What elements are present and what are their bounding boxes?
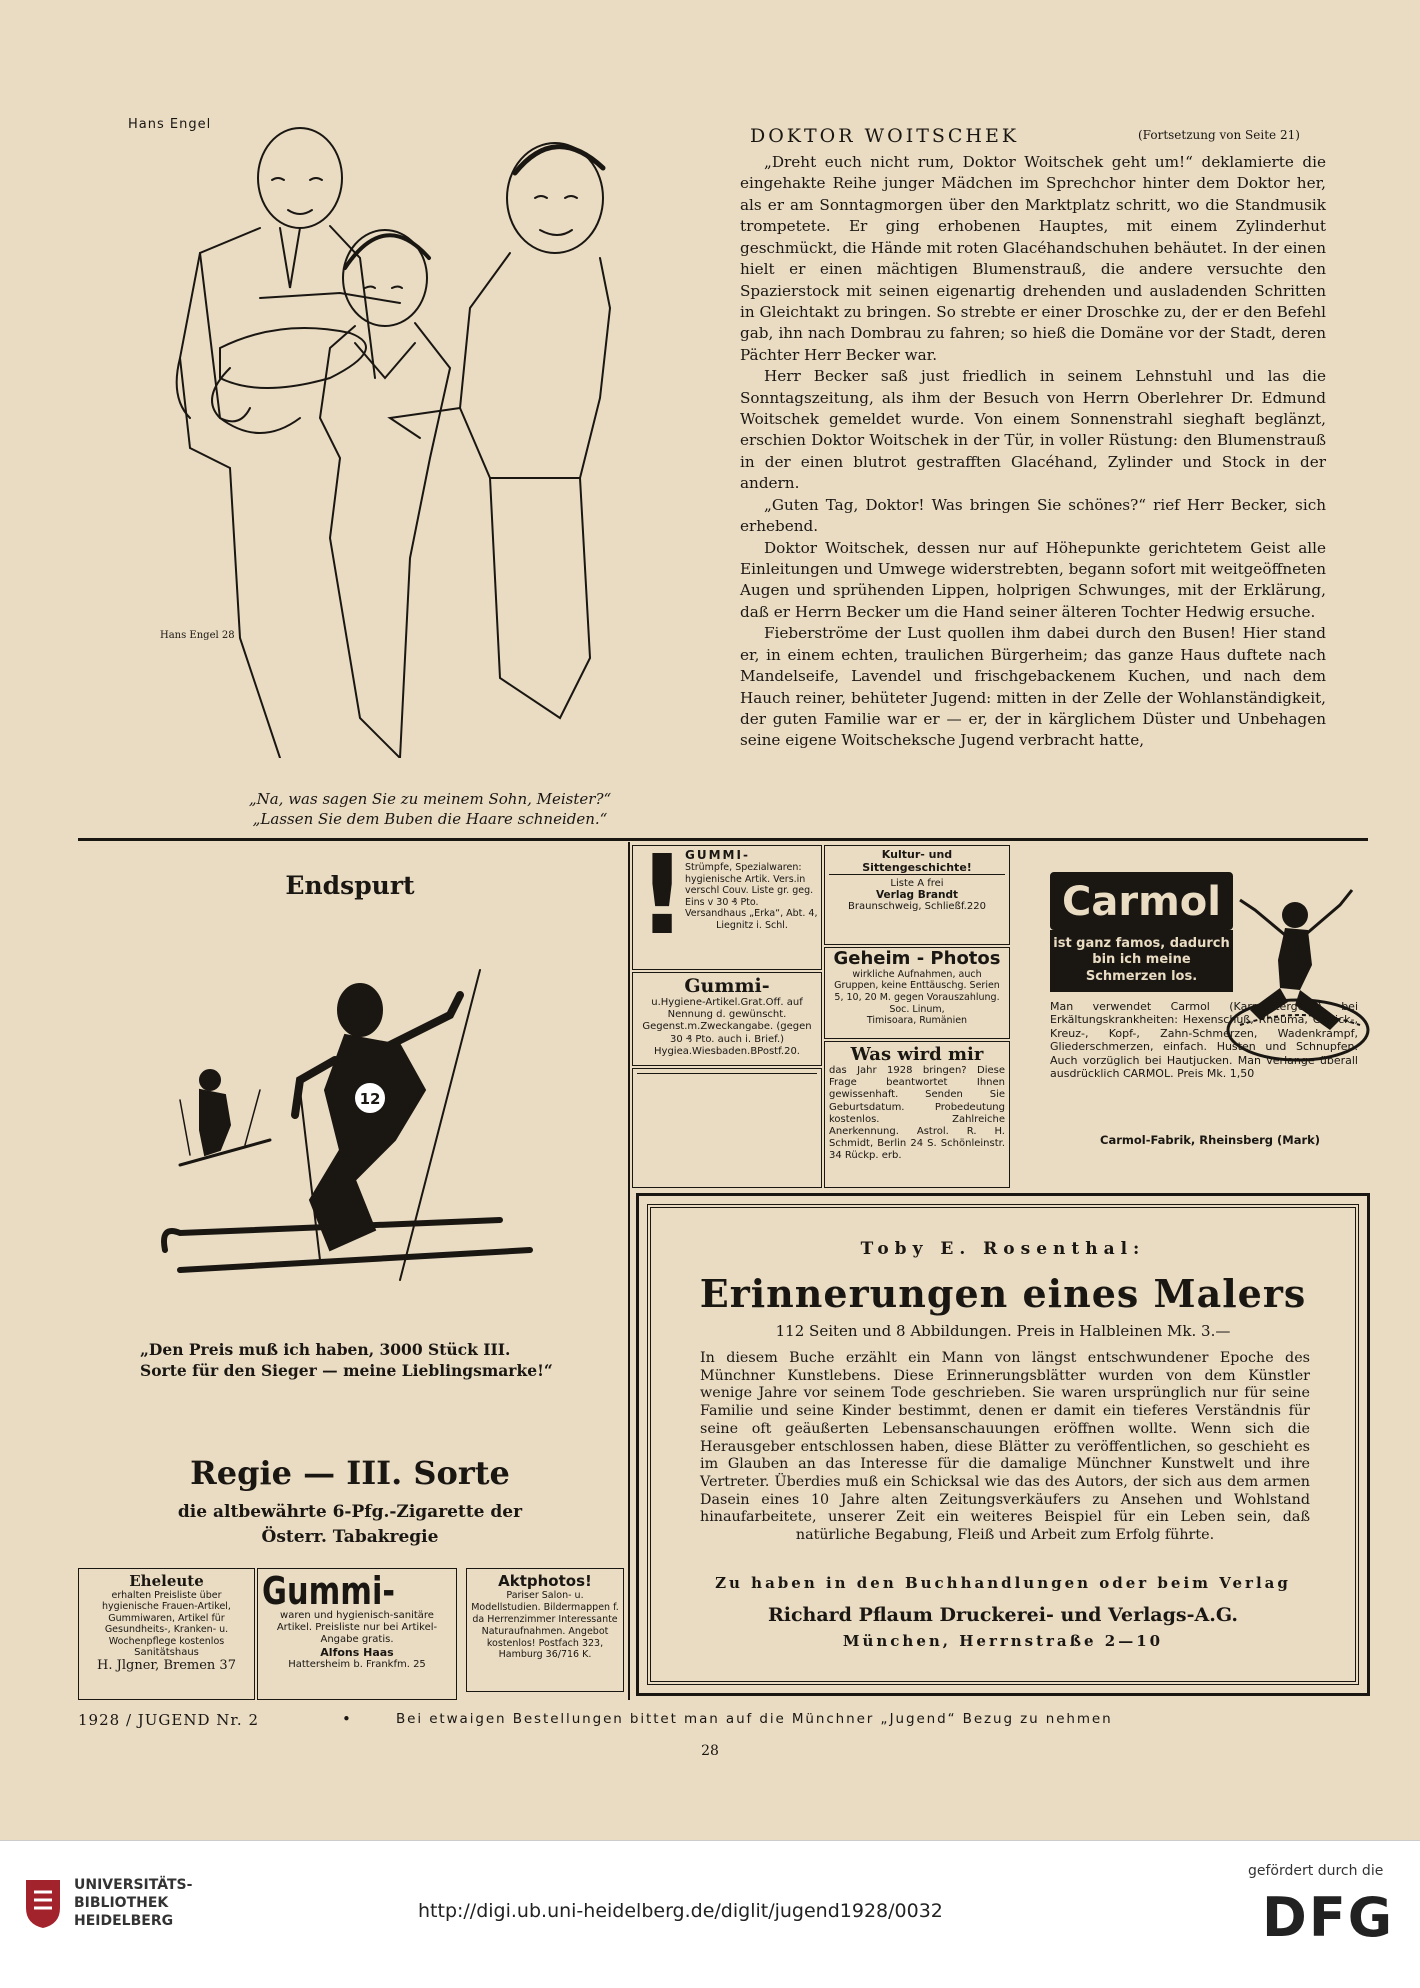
dfg-logo: DFG — [1262, 1886, 1395, 1949]
brandt-line-1: Kultur- und — [881, 848, 953, 861]
article-paragraph: Doktor Woitschek, dessen nur auf Höhepunkte gerichtetem Geist alle Einleitungen und Umwege widerstrebten, begann sofort mit weitgeöffneten Augen und sprühenden Lippen, holprigen Schwunges, mit der Erklärung, daß er Herrn Becker um die Hand seiner älteren Tochter Hedwig ersuche. — [740, 538, 1326, 621]
library-logo-icon — [22, 1878, 64, 1930]
issue-label: 1928 / JUGEND Nr. 2 — [78, 1711, 259, 1729]
wasmir-body: das Jahr 1928 bringen? Diese Frage beantwortet Ihnen gewissenhaft. Senden Sie Geburtsdatum. Probedeutung kostenlos. Zahlreiche Anerkennung. Astrol. R. H. Schmidt, Berlin 24 S. Schönleinstr. 34 Rückp. erb. — [829, 1065, 1005, 1162]
order-notice: Bei etwaigen Bestellungen bittet man auf die Münchner „Jugend“ Bezug zu nehmen — [396, 1711, 1113, 1727]
artist-credit: Hans Engel — [128, 117, 212, 132]
gummi-hygiea-title: Gummi- — [684, 975, 770, 997]
carmol-body: Man verwendet Carmol (Karmelitergeist) bei Erkältungskrankheiten: Hexenschuß, Rheuma, Genick-, Kreuz-, Kopf-, Zahn-Schmerzen, Wadenkrampf, Gliederschmerzen, einfach. Husten und Schnupfen. Auch vorzüglich bei Hautjucken. Man verlange überall ausdrücklich CARMOL. Preis Mk. 1,50 — [1050, 1000, 1358, 1081]
aktphotos-title: Aktphotos! — [498, 1572, 592, 1590]
regie-headline: Endspurt — [285, 871, 415, 900]
eheleute-shop: Sanitätshaus — [134, 1646, 199, 1658]
carmol-maker: Carmol-Fabrik, Rheinsberg (Mark) — [1100, 1133, 1321, 1147]
article-paragraph: Fieberströme der Lust quollen ihm dabei durch den Busen! Hier stand er, in einem echten, traulichen Bürgerheim; das ganze Haus duftete nach Mandelseife, Lavendel und frischgebackenem Kuchen, und nach dem Hauch reiner, behüteter Jugend: mitten in der Zelle der Wohlanständigkeit, der guten Familie war er — er, der in kärglichem Düster und Unbehagen seine eigene Woitscheksche Jugend verbracht hatte, — [740, 624, 1326, 750]
column-divider — [628, 842, 630, 1700]
geheim-place: Timisoara, Rumänien — [866, 1015, 968, 1027]
illustration-drawing — [160, 118, 720, 758]
article-continued: (Fortsetzung von Seite 21) — [1138, 128, 1300, 142]
book-publisher: Richard Pflaum Druckerei- und Verlags-A.G. — [767, 1604, 1239, 1626]
aktphotos-body: Pariser Salon- u. Modellstudien. Bildermappen f. da Herrenzimmer Interessante Naturaufnahmen. Angebot kostenlos! Postfach 323, Hamburg 36/716 K. — [471, 1590, 619, 1661]
caption-line-1: „Na, was sagen Sie zu meinem Sohn, Meister?“ — [248, 790, 612, 808]
library-name-line-3: HEIDELBERG — [74, 1913, 174, 1929]
gummi-haas-body: waren und hygienisch-sanitäre Artikel. Preisliste nur bei Artikel-Angabe gratis. — [276, 1610, 438, 1645]
article-title: DOKTOR WOITSCHEK — [750, 125, 1020, 147]
gummi-haas-title: Gummi- — [262, 1569, 395, 1613]
book-address: München, Herrnstraße 2—10 — [842, 1632, 1164, 1650]
ad-gummi-hygiea — [632, 972, 822, 1066]
ad-gummi-erka — [632, 831, 822, 970]
article-body — [740, 152, 1326, 752]
geheim-title: Geheim - Photos — [833, 948, 1001, 969]
gummi-haas-name: Alfons Haas — [320, 1646, 394, 1659]
ad-schriftstellern — [632, 1068, 822, 1188]
gummi-erka-body: Strümpfe, Spezialwaren: hygienische Artik. Vers.in verschl Couv. Liste gr. geg. Eins v 30 ₰ Pto. Versandhaus „Erka“, Abt. 4, — [685, 862, 818, 920]
exclamation-mark: ! — [637, 831, 688, 959]
book-availability: Zu haben in den Buchhandlungen oder beim Verlag — [715, 1574, 1291, 1592]
gummi-erka-place: Liegnitz i. Schl. — [716, 919, 788, 931]
ad-eheleute — [78, 1568, 255, 1700]
regie-brand: Regie — III. Sorte — [190, 1454, 510, 1492]
library-name-line-2: BIBLIOTHEK — [74, 1895, 169, 1911]
book-title: Erinnerungen eines Malers — [699, 1271, 1307, 1316]
library-name-line-1: UNIVERSITÄTS- — [74, 1877, 193, 1893]
regie-tagline-1: die altbewährte 6-Pfg.-Zigarette der — [177, 1502, 523, 1522]
geheim-body: wirkliche Aufnahmen, auch Gruppen, keine Enttäuschg. Serien 5, 10, 20 M. gegen Vorauszahlung. Soc. Linum, — [834, 968, 1000, 1015]
carmol-logo: Carmol — [1050, 872, 1233, 930]
page-number: 28 — [701, 1743, 719, 1759]
schriftstellern-title — [637, 1071, 817, 1074]
digitization-footer — [0, 1840, 1420, 1988]
article-paragraph: „Guten Tag, Doktor! Was bringen Sie schönes?“ rief Herr Becker, sich erhebend. — [740, 495, 1326, 536]
eheleute-body: erhalten Preisliste über hygienische Frauen-Artikel, Gummiwaren, Artikel für Gesundheits-, Kranken- u. Wochenpflege kostenlos — [102, 1590, 231, 1647]
eheleute-title: Eheleute — [129, 1572, 204, 1590]
brandt-line-3: Liste A frei — [890, 878, 944, 889]
permalink-url[interactable]: http://digi.ub.uni-heidelberg.de/diglit/jugend1928/0032 — [418, 1900, 943, 1922]
article-paragraph: „Dreht euch nicht rum, Doktor Woitschek geht um!“ deklamierte die eingehakte Reihe junger Mädchen im Sprechchor hinter dem Doktor her, als er am Sonntagmorgen über den Marktplatz schritt, wo die Standmusik trompetete. Er ging erhobenen Hauptes, mit einem Zylinderhut geschmückt, die Hände mit roten Glacéhandschuhen behäutet. In der einen hielt er einen mächtigen Blumenstrauß, die andere versuchte den Spazierstock mit seinen eigenartig drehenden und ausladenden Schritten in Gleichtakt zu bringen. So strebte er einer Droschke zu, der er den Befehl gab, ihn nach Dombrau zu fahren; so hieß die Domäne vor der Stadt, deren Pächter Herr Becker war. — [740, 153, 1326, 364]
book-subtitle: 112 Seiten und 8 Abbildungen. Preis in Halbleinen Mk. 3.— — [775, 1322, 1231, 1340]
skier-illustration — [150, 950, 550, 1320]
ad-aktphotos — [466, 1568, 624, 1692]
book-description: In diesem Buche erzählt ein Mann von längst entschwundener Epoche des Münchner Kunstlebens. Diese Erinnerungsblätter wurden von dem Künstler wenige Jahre vor seinem Tode geschrieben. Sie waren ursprünglich nur für seine Familie und seine Kinder bestimmt, denen er damit ein tieferes Verständnis für seine oft geäußerten Lebensanschauungen eröffnen wollte. Wenn sich die Herausgeber entschlossen haben, diese Blätter zu veröffentlichen, so geschieht es im Glauben an das Interesse für die damalige Münchner Kunstwelt und ihre Vertreter. Überdies muß ein Schicksal wie das des Autors, der sich aus dem armen Dasein eines 10 Jahre alten Zeitungsverkäufers zu Ansehen und Wohlstand hinaufarbeitete, unserer Zeit ein weiteres Beispiel für ein Leben sein, daß natürliche Begabung, Fleiß und Arbeit zum Erfolg führte. — [700, 1350, 1310, 1544]
funding-note: gefördert durch die — [1248, 1863, 1384, 1879]
wasmir-title: Was wird mir — [850, 1044, 984, 1065]
brandt-line-2: Sittengeschichte! — [829, 861, 1005, 875]
skier-bib-number: 12 — [359, 1090, 381, 1108]
book-author: Toby E. Rosenthal: — [860, 1239, 1146, 1259]
regie-quote: „Den Preis muß ich haben, 3000 Stück III. Sorte für den Sieger — meine Lieblingsmarke!“ — [140, 1340, 553, 1380]
illustration-signature: Hans Engel 28 — [160, 630, 235, 641]
gummi-erka-title: GUMMI- — [685, 848, 750, 862]
brandt-line-5: Braunschweig, Schließf.220 — [848, 901, 986, 912]
ad-gummi-haas — [257, 1568, 457, 1700]
caption-line-2: „Lassen Sie dem Buben die Haare schneiden.“ — [252, 809, 608, 828]
gummi-haas-address: Hattersheim b. Frankfm. 25 — [288, 1659, 426, 1670]
article-paragraph: Herr Becker saß just friedlich in seinem Lehnstuhl und las die Sonntagszeitung, als ihm der Besuch von Herrn Oberlehrer Dr. Edmund Woitschek gemeldet wurde. Von einem Sonnenstrahl sieghaft beglänzt, erschien Doktor Woitschek in der Tür, in voller Rüstung: den Blumenstrauß in der einen blutrot gestrafften Glacéhand, Zylinder und Stock in der andern. — [740, 367, 1326, 493]
carmol-slogan: ist ganz famos, dadurch bin ich meine Schmerzen los. — [1050, 930, 1233, 992]
ad-brandt — [824, 845, 1010, 945]
ad-geheim-photos — [824, 947, 1010, 1039]
illustration-caption — [230, 790, 630, 829]
ad-was-wird-mir — [824, 1041, 1010, 1188]
regie-tagline-2: Österr. Tabakregie — [261, 1527, 439, 1547]
section-divider — [78, 838, 1368, 841]
gummi-hygiea-body: u.Hygiene-Artikel.Grat.Off. auf Nennung d. gewünscht. Gegenst.m.Zweckangabe. (gegen 30 ₰ Pto. auch i. Brief.) Hygiea.Wiesbaden.BPostf.20. — [642, 997, 812, 1057]
brandt-line-4: Verlag Brandt — [876, 889, 958, 901]
eheleute-address: H. Jlgner, Bremen 37 — [97, 1657, 236, 1673]
footer-bullet: • — [342, 1710, 351, 1728]
